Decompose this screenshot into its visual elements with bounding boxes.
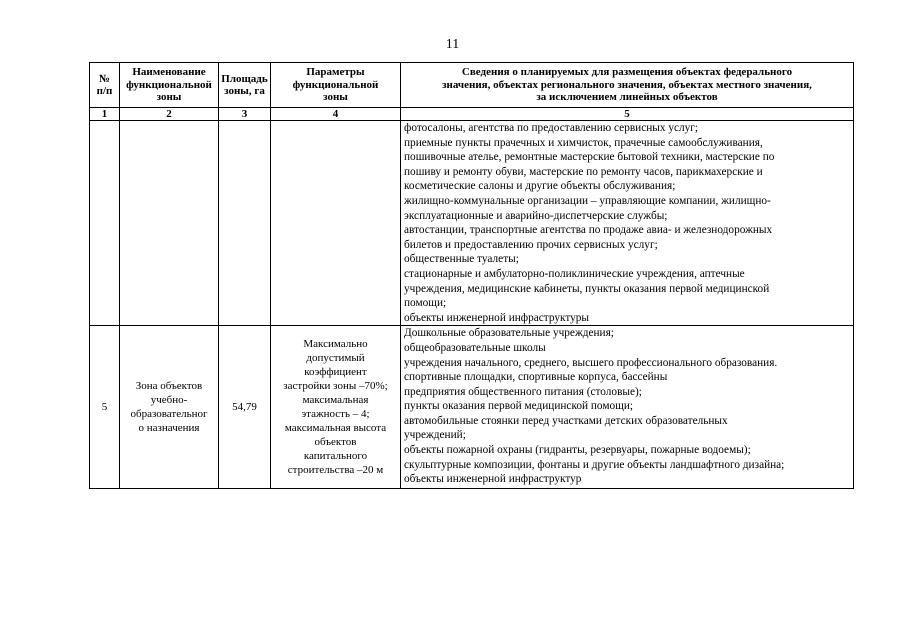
header-line: функциональной <box>126 78 212 91</box>
object-line: жилищно-коммунальные организации – управляющие компании, жилищно- <box>404 194 771 207</box>
table-row <box>90 326 854 489</box>
header-area <box>219 63 271 108</box>
object-line: скульптурные композиции, фонтаны и другие объекты ландшафтного дизайна; <box>404 458 785 471</box>
parameter-line: Максимально <box>303 338 368 351</box>
header-row <box>90 63 854 108</box>
object-line: помощи; <box>404 297 447 310</box>
zone-name-line: о назначения <box>138 422 200 435</box>
parameter-line: коэффициент <box>304 366 367 379</box>
objects-cell <box>401 326 854 489</box>
object-line: Дошкольные образовательные учреждения; <box>404 327 614 340</box>
header-line: № <box>98 72 111 85</box>
area-cell: 54,79 <box>219 326 271 489</box>
parameters-cell <box>271 121 401 326</box>
object-line: пошивочные ателье, ремонтные мастерские бытовой техники, мастерские по <box>404 151 775 164</box>
table-row <box>90 121 854 326</box>
object-line: объекты инженерной инфраструктуры <box>404 311 590 324</box>
object-line: приемные пункты прачечных и химчисток, прачечные самообслуживания, <box>404 136 763 149</box>
object-line: учреждений; <box>404 429 466 442</box>
column-number: 5 <box>401 108 854 121</box>
object-line: предприятия общественного питания (столовые); <box>404 385 642 398</box>
header-line: Наименование <box>132 66 206 79</box>
header-parameters <box>271 63 401 108</box>
parameter-line: этажность – 4; <box>301 408 370 421</box>
column-number: 2 <box>120 108 219 121</box>
parameter-line: допустимый <box>306 352 365 365</box>
parameter-line: максимальная высота <box>284 422 387 435</box>
object-line: стационарные и амбулаторно-поликлинические учреждения, аптечные <box>404 267 745 280</box>
column-numbers-row <box>90 108 854 121</box>
object-line: спортивные площадки, спортивные корпуса, бассейны <box>404 371 668 384</box>
zone-name-line: образовательног <box>130 408 208 421</box>
header-line: зоны, га <box>224 85 265 97</box>
zone-name-line: учебно- <box>150 394 188 407</box>
object-line: фотосалоны, агентства по предоставлению сервисных услуг; <box>404 122 699 134</box>
parameter-line: строительства –20 м <box>287 464 384 477</box>
column-number: 3 <box>219 108 271 121</box>
header-line: Сведения о планируемых для размещения объектах федерального <box>461 66 793 79</box>
header-line: Параметры <box>306 66 365 79</box>
parameter-line: объектов <box>314 436 357 449</box>
objects-cell <box>401 121 854 326</box>
zone-name-cell <box>120 326 219 489</box>
header-objects-info <box>401 63 854 108</box>
object-line: общественные туалеты; <box>404 253 519 266</box>
header-line: за исключением линейных объектов <box>536 91 718 104</box>
object-line: объекты инженерной инфраструктур <box>404 473 582 486</box>
header-line: зоны <box>323 91 348 104</box>
parameter-line: максимальная <box>302 394 369 407</box>
object-line: билетов и предоставлению прочих сервисных услуг; <box>404 238 658 251</box>
object-line: автостанции, транспортные агентства по продаже авиа- и железнодорожных <box>404 224 773 237</box>
header-line: п/п <box>96 85 113 97</box>
header-line: Площадь <box>221 72 268 85</box>
object-line: автомобильные стоянки перед участками детских образовательных <box>404 414 728 427</box>
header-line: функциональной <box>292 78 379 91</box>
header-zone-name <box>120 63 219 108</box>
parameters-cell <box>271 326 401 489</box>
object-line: объекты пожарной охраны (гидранты, резервуары, пожарные водоемы); <box>404 444 751 457</box>
row-number-cell <box>90 121 120 326</box>
object-line: учреждения начального, среднего, высшего профессионального образования. <box>404 356 778 369</box>
parameter-line: капитального <box>303 450 368 463</box>
object-line: косметические салоны и другие объекты обслуживания; <box>404 180 676 193</box>
zones-table <box>89 62 854 489</box>
header-number <box>90 63 120 108</box>
object-line: учреждения, медицинские кабинеты, пункты оказания первой медицинской <box>404 282 770 295</box>
page-number: 11 <box>445 37 460 52</box>
object-line: пункты оказания первой медицинской помощи; <box>404 400 634 413</box>
object-line: общеобразовательные школы <box>404 341 546 354</box>
object-line: пошиву и ремонту обуви, мастерские по ремонту часов, парикмахерские и <box>404 165 763 178</box>
column-number: 1 <box>90 108 120 121</box>
area-cell <box>219 121 271 326</box>
object-line: эксплуатационные и аварийно-диспетчерские службы; <box>404 209 668 222</box>
row-number-cell: 5 <box>90 326 120 489</box>
column-number: 4 <box>271 108 401 121</box>
zone-name-cell <box>120 121 219 326</box>
zone-name-line: Зона объектов <box>135 380 203 393</box>
parameter-line: застройки зоны –70%; <box>283 380 388 393</box>
header-line: зоны <box>156 91 182 104</box>
header-line: значения, объектах регионального значения, объектах местного значения, <box>442 78 812 91</box>
